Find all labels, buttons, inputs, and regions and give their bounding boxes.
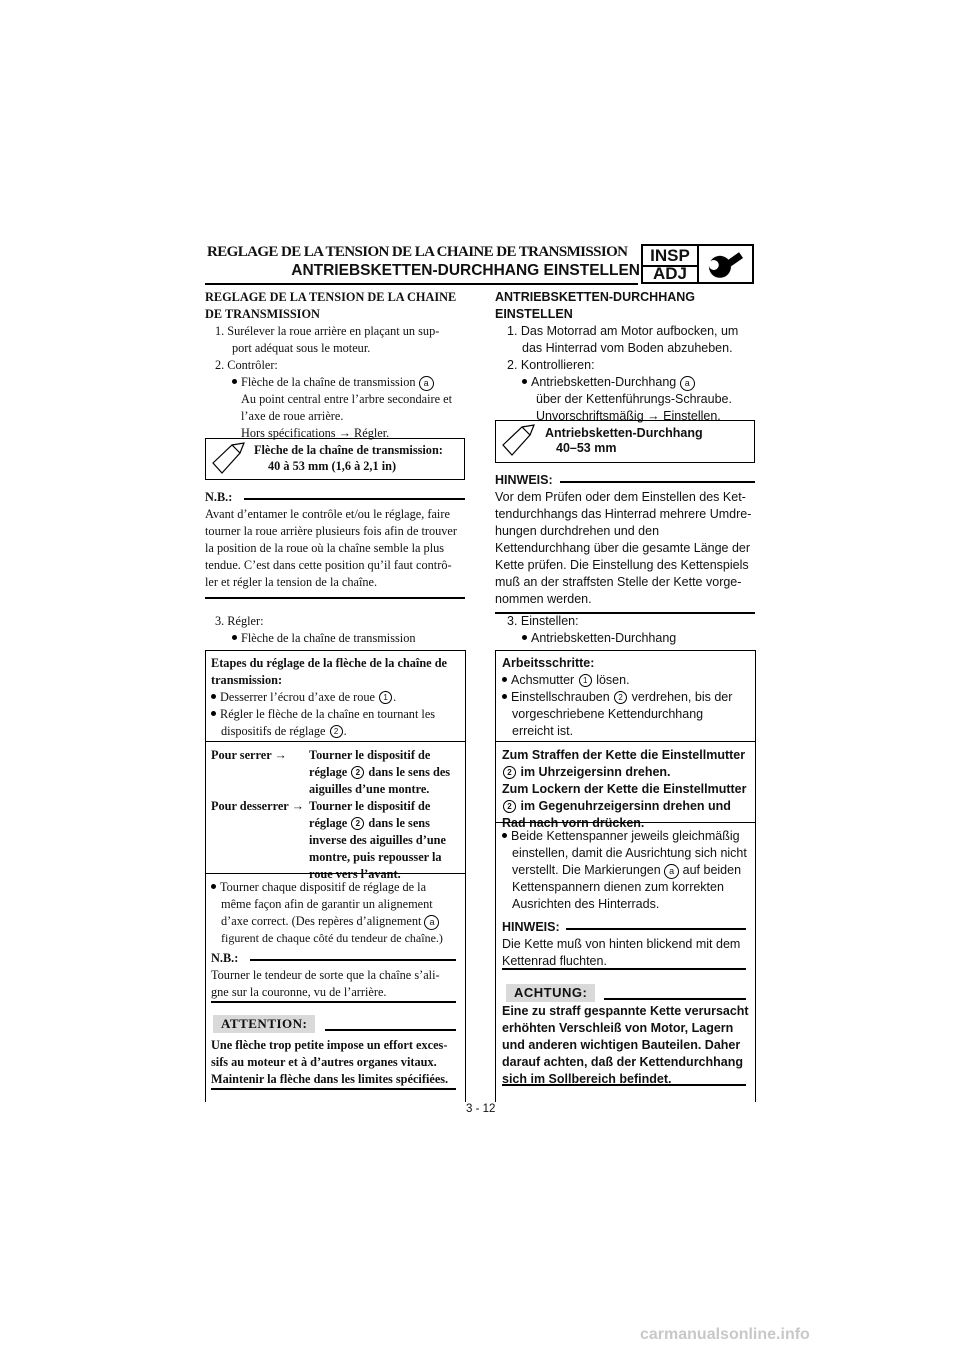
badge-bottom: ADJ bbox=[652, 264, 687, 283]
fr-tighten-3: aiguilles d’une montre. bbox=[309, 782, 430, 796]
de-bullet1-l3: Unvorschriftsmäßig → Einstellen. bbox=[536, 409, 721, 423]
wrench-badge bbox=[699, 244, 754, 284]
watermark: carmanualsonline.info bbox=[640, 1326, 810, 1343]
de-caution-1: Eine zu straff gespannte Kette verursacht bbox=[502, 1004, 749, 1018]
de-heading-1: ANTRIEBSKETTEN-DURCHHANG bbox=[495, 290, 695, 304]
badge-top: INSP bbox=[650, 246, 690, 265]
de-tight-4: 2 im Gegenuhrzeigersinn drehen und bbox=[502, 799, 731, 813]
fr-nb-line-1: Avant d’entamer le contrôle et/ou le réglage, faire bbox=[205, 507, 450, 521]
mark-a-icon: a bbox=[424, 915, 439, 930]
de-box-title: Arbeitsschritte: bbox=[502, 656, 595, 670]
mark-a-icon: a bbox=[664, 864, 679, 879]
de-tight-3: Zum Lockern der Kette die Einstellmutter bbox=[502, 782, 747, 796]
fr-loosen-5: roue vers l’avant. bbox=[309, 867, 401, 881]
fr-loosen-label: Pour desserrer → bbox=[211, 799, 304, 813]
fr-box-b2: Régler le flèche de la chaîne en tournant les bbox=[211, 707, 435, 722]
page-number: 3 - 12 bbox=[466, 1103, 496, 1115]
fr-loosen-4: montre, puis repousser la bbox=[309, 850, 442, 864]
de-tight-1: Zum Straffen der Kette die Einstellmutter bbox=[502, 748, 746, 762]
de-caution-2: erhöhten Verschleiß von Motor, Lagern bbox=[502, 1021, 734, 1035]
de-box3-5: Ausrichten des Hinterrads. bbox=[512, 897, 660, 911]
de-bullet1-l2: über der Kettenführungs-Schraube. bbox=[536, 392, 732, 406]
fr-nb2-1: Tourner le tendeur de sorte que la chaîne s’ali- bbox=[211, 968, 440, 982]
fr-box3-1: Tourner chaque dispositif de réglage de la bbox=[211, 880, 426, 895]
fr-bullet1-l4: Hors spécifications → Régler. bbox=[241, 426, 390, 440]
mark-a-icon: a bbox=[419, 376, 434, 391]
fr-box3-3: d’axe correct. (Des repères d’alignement a bbox=[221, 914, 439, 930]
fr-heading-1: REGLAGE DE LA TENSION DE LA CHAINE bbox=[205, 290, 457, 304]
de-heading-2: EINSTELLEN bbox=[495, 307, 573, 321]
insp-adj-badge bbox=[641, 244, 699, 284]
de-spec-box bbox=[495, 420, 755, 463]
de-nb-line-3: hungen durchdrehen und den bbox=[495, 524, 660, 538]
de-nb-line-1: Vor dem Prüfen oder dem Einstellen des Ket- bbox=[495, 490, 746, 504]
de-box-b2-l3: erreicht ist. bbox=[512, 724, 574, 738]
de-box3-2: einstellen, damit die Ausrichtung sich nicht bbox=[512, 846, 747, 860]
de-box-b2: Einstellschrauben 2 verdrehen, bis der bbox=[502, 690, 732, 704]
de-caution-label: ACHTUNG: bbox=[506, 984, 595, 1002]
de-box-b2-l2: vorgeschriebene Kettendurchhang bbox=[512, 707, 704, 721]
fr-spec-box bbox=[205, 438, 465, 480]
spec-tool-icon bbox=[500, 423, 540, 459]
de-nb-line-5: Kette prüfen. Die Einstellung des Kettenspiels bbox=[495, 558, 749, 572]
de-caution-3: und anderen wichtigen Bauteilen. Daher bbox=[502, 1038, 741, 1052]
fr-box3-2: même façon afin de garantir un alignement bbox=[221, 897, 433, 911]
fr-caution-label: ATTENTION: bbox=[213, 1015, 315, 1033]
fr-bullet1: Flèche de la chaîne de transmission a bbox=[232, 375, 434, 391]
fr-tighten-1: Tourner le dispositif de bbox=[309, 748, 431, 762]
fr-nb-line-2: tourner la roue arrière plusieurs fois afin de trouver bbox=[205, 524, 457, 538]
fr-nb-line-5: ler et régler la tension de la chaîne. bbox=[205, 575, 378, 589]
de-step3: 3. Einstellen: bbox=[507, 614, 579, 628]
header-rule bbox=[205, 283, 638, 285]
de-nb2-label: HINWEIS: bbox=[502, 920, 560, 934]
de-box3-3: verstellt. Die Markierungen a auf beiden bbox=[512, 863, 742, 877]
de-nb2-2: Kettenrad fluchten. bbox=[502, 954, 607, 968]
de-tight-5: Rad nach vorn drücken. bbox=[502, 816, 645, 830]
fr-heading-2: DE TRANSMISSION bbox=[205, 307, 320, 321]
fr-loosen-2: réglage 2 dans le sens bbox=[309, 816, 430, 830]
de-step2: 2. Kontrollieren: bbox=[507, 358, 595, 372]
fr-spec-2: 40 à 53 mm (1,6 à 2,1 in) bbox=[268, 459, 397, 473]
wrench-icon bbox=[699, 246, 752, 284]
fr-bullet1-l2: Au point central entre l’arbre secondaire et bbox=[241, 392, 452, 406]
fr-nb-line-4: tendue. C’est dans cette position qu’il faut contrô- bbox=[205, 558, 452, 572]
de-caution-5: sich im Sollbereich befindet. bbox=[502, 1072, 672, 1086]
de-step1-cont: das Hinterrad vom Boden abzuheben. bbox=[522, 341, 733, 355]
fr-box3-4: figurent de chaque côté du tendeur de chaîne.) bbox=[221, 931, 443, 945]
de-spec-2: 40–53 mm bbox=[556, 441, 617, 455]
fr-caution-2: sifs au moteur et à d’autres organes vitaux. bbox=[211, 1055, 437, 1069]
de-nb-line-6: muß an der straffsten Stelle der Kette vorge- bbox=[495, 575, 742, 589]
fr-box-b2-cont: dispositifs de réglage 2 . bbox=[221, 724, 347, 738]
fr-nb-label: N.B.: bbox=[205, 490, 233, 504]
de-spec-1: Antriebsketten-Durchhang bbox=[545, 426, 703, 440]
spec-tool-icon bbox=[210, 441, 250, 477]
de-box3-4: Kettenspannern dienen zum korrekten bbox=[512, 880, 724, 894]
fr-step1-cont: port adéquat sous le moteur. bbox=[232, 341, 371, 355]
fr-tighten-2: réglage 2 dans le sens des bbox=[309, 765, 451, 779]
fr-box-title-2: transmission: bbox=[211, 673, 283, 687]
de-caution-4: darauf achten, daß der Kettendurchhang bbox=[502, 1055, 744, 1069]
fr-box-title-1: Etapes du réglage de la flèche de la chaîne de bbox=[211, 656, 448, 670]
de-nb-line-2: tendurchhangs das Hinterrad mehrere Umdre- bbox=[495, 507, 752, 521]
fr-step2: 2. Contrôler: bbox=[215, 358, 278, 372]
fr-loosen-1: Tourner le dispositif de bbox=[309, 799, 431, 813]
de-tight-2: 2 im Uhrzeigersinn drehen. bbox=[502, 765, 671, 779]
de-nb-line-4: Kettendurchhang über die gesamte Länge der bbox=[495, 541, 751, 555]
header-title-de: ANTRIEBSKETTEN-DURCHHANG EINSTELLEN bbox=[291, 262, 640, 279]
fr-box-b1: Desserrer l’écrou d’axe de roue 1 . bbox=[211, 690, 396, 705]
fr-tighten-label: Pour serrer → bbox=[211, 748, 287, 762]
fr-bullet1-l3: l’axe de roue arrière. bbox=[241, 409, 344, 423]
fr-loosen-3: inverse des aiguilles d’une bbox=[309, 833, 446, 847]
de-bullet1: Antriebsketten-Durchhang a bbox=[522, 375, 695, 391]
de-nb-label: HINWEIS: bbox=[495, 473, 553, 487]
fr-nb-line-3: la position de la roue où la chaîne semble la plus bbox=[205, 541, 445, 555]
fr-nb2-label: N.B.: bbox=[211, 951, 239, 965]
fr-nb2-2: gne sur la couronne, vu de l’arrière. bbox=[211, 985, 387, 999]
de-box-b1: Achsmutter 1 lösen. bbox=[502, 673, 630, 687]
fr-step1: 1. Surélever la roue arrière en plaçant un sup- bbox=[215, 324, 440, 338]
de-step3-bullet: Antriebsketten-Durchhang bbox=[522, 631, 676, 645]
fr-caution-1: Une flèche trop petite impose un effort exces- bbox=[211, 1038, 448, 1052]
fr-spec-1: Flèche de la chaîne de transmission: bbox=[254, 443, 443, 457]
de-nb-line-7: nommen werden. bbox=[495, 592, 592, 606]
fr-step3-bullet: Flèche de la chaîne de transmission bbox=[232, 631, 416, 646]
mark-a-icon: a bbox=[680, 376, 695, 391]
de-step1: 1. Das Motorrad am Motor aufbocken, um bbox=[507, 324, 739, 338]
de-nb2-1: Die Kette muß von hinten blickend mit dem bbox=[502, 937, 741, 951]
header-title-fr: REGLAGE DE LA TENSION DE LA CHAINE DE TRANSMISSION bbox=[207, 244, 628, 260]
de-box3-1: Beide Kettenspanner jeweils gleichmäßig bbox=[502, 829, 740, 843]
fr-caution-3: Maintenir la flèche dans les limites spécifiées. bbox=[211, 1072, 449, 1086]
fr-step3: 3. Régler: bbox=[215, 614, 264, 628]
